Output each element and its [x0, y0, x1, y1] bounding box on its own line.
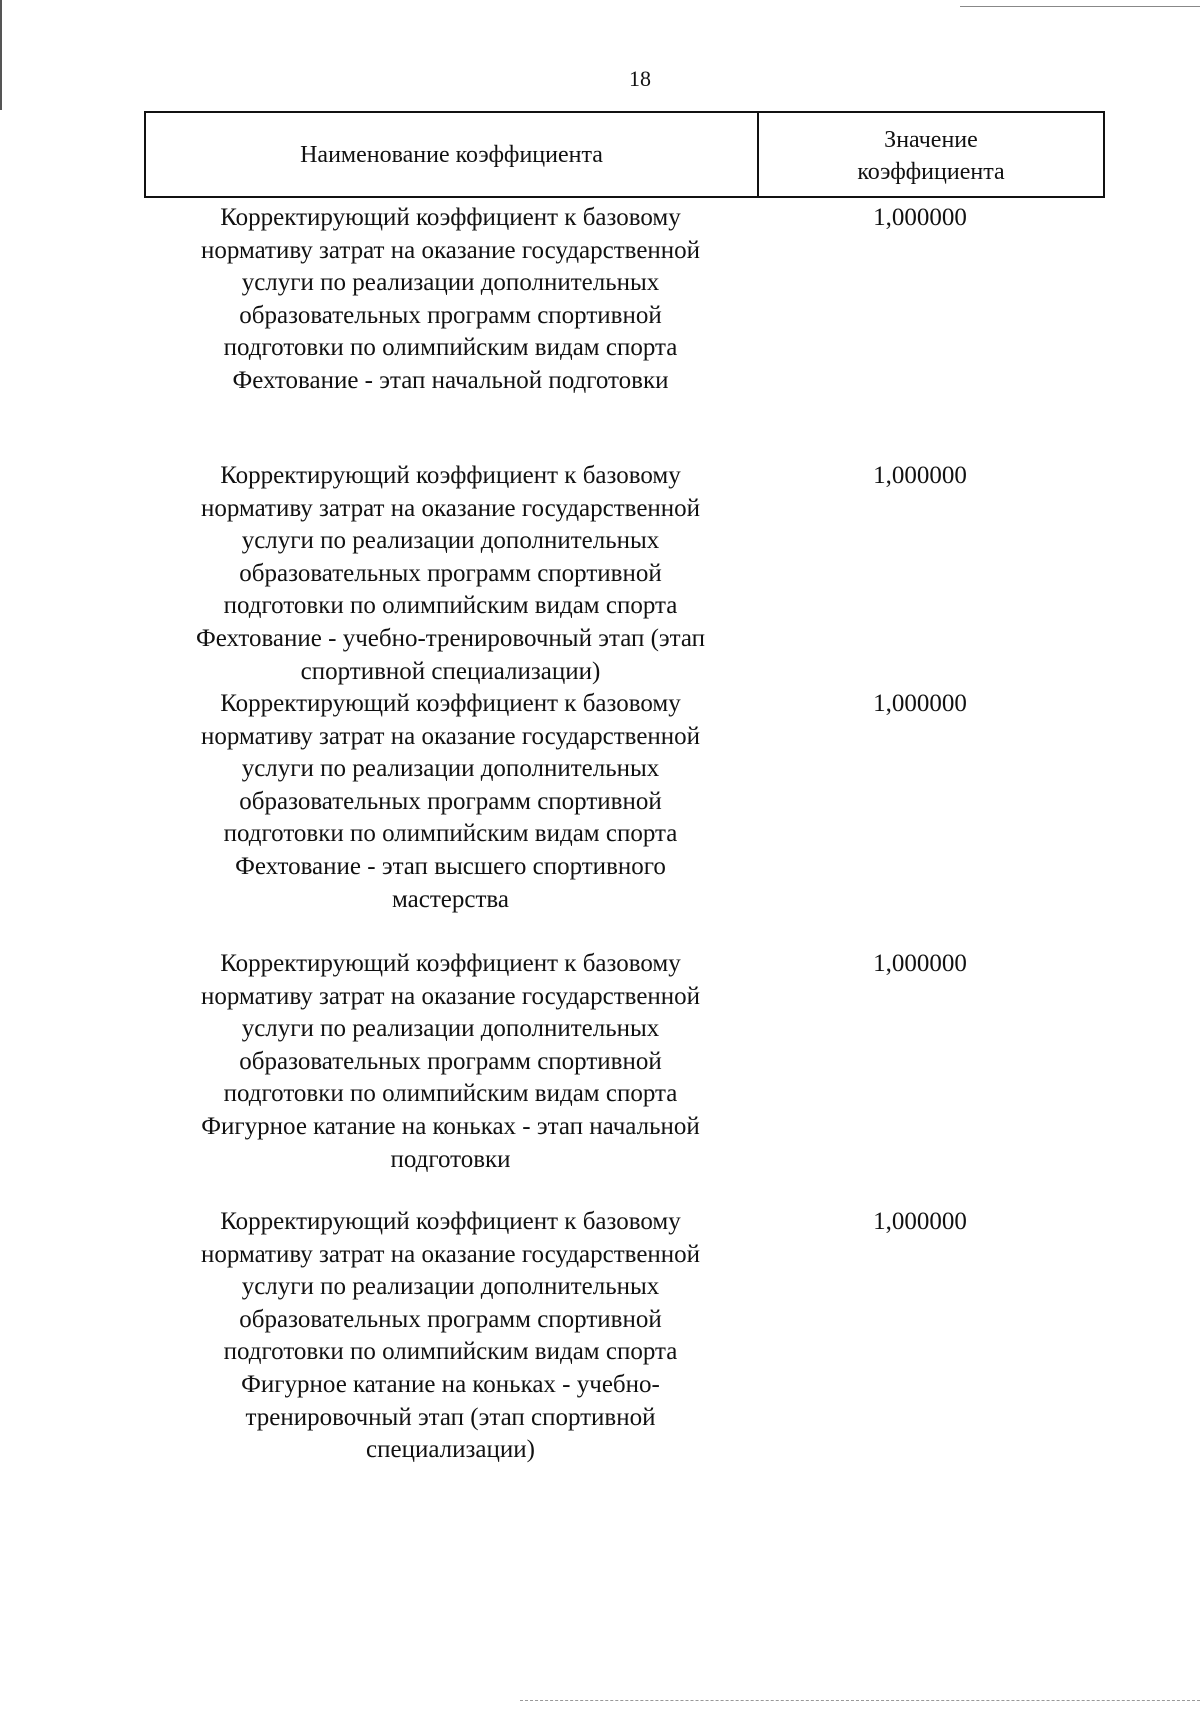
name-line: услуги по реализации дополнительных — [241, 1015, 660, 1043]
name-line: услуги по реализации дополнительных — [241, 1273, 660, 1301]
name-line: услуги по реализации дополнительных — [241, 269, 660, 297]
row-coefficient-name — [144, 948, 757, 1176]
table-row — [144, 202, 1105, 398]
name-line: подготовки по олимпийским видам спорта — [223, 820, 678, 848]
name-line: подготовки — [390, 1145, 511, 1173]
name-line: нормативу затрат на оказание государственной — [200, 236, 701, 264]
name-line: образовательных программ спортивной — [239, 301, 662, 329]
name-line: подготовки по олимпийским видам спорта — [223, 592, 678, 620]
row-coefficient-name — [144, 688, 757, 916]
name-line: подготовки по олимпийским видам спорта — [223, 334, 678, 362]
name-line: Фигурное катание на коньках - учебно- — [241, 1370, 660, 1398]
row-coefficient-value: 1,000000 — [873, 690, 967, 717]
row-coefficient-name — [144, 202, 757, 398]
table-row — [144, 460, 1105, 688]
name-line: Корректирующий коэффициент к базовому — [220, 1208, 681, 1235]
name-line: услуги по реализации дополнительных — [241, 755, 660, 783]
name-line: Корректирующий коэффициент к базовому — [220, 690, 681, 717]
name-line: нормативу затрат на оказание государственной — [200, 494, 701, 522]
name-line: Фехтование - этап высшего спортивного — [235, 852, 666, 880]
scan-edge-bottom — [520, 1700, 1200, 1702]
name-line: образовательных программ спортивной — [239, 787, 662, 815]
row-coefficient-value: 1,000000 — [873, 950, 967, 977]
name-line: нормативу затрат на оказание государственной — [200, 722, 701, 750]
name-line: услуги по реализации дополнительных — [241, 527, 660, 555]
name-line: тренировочный этап (этап спортивной — [245, 1403, 656, 1431]
table-header — [144, 111, 1105, 198]
page-number: 18 — [629, 66, 651, 91]
name-line: спортивной специализации) — [300, 657, 601, 685]
header-coefficient-name: Наименование коэффициента — [146, 113, 759, 196]
name-line: Корректирующий коэффициент к базовому — [220, 204, 681, 231]
name-line: мастерства — [392, 885, 509, 913]
table-row — [144, 1206, 1105, 1467]
row-coefficient-name — [144, 1206, 757, 1467]
name-line: образовательных программ спортивной — [239, 1047, 662, 1075]
name-line: подготовки по олимпийским видам спорта — [223, 1080, 678, 1108]
header-coefficient-value — [759, 113, 1103, 196]
name-line: Фигурное катание на коньках - этап начальной — [201, 1112, 700, 1140]
name-line: подготовки по олимпийским видам спорта — [223, 1338, 678, 1366]
name-line: нормативу затрат на оказание государственной — [200, 982, 701, 1010]
scan-edge-top — [960, 6, 1200, 7]
header-value-line1: Значение — [884, 126, 978, 153]
name-line: образовательных программ спортивной — [239, 559, 662, 587]
table-row — [144, 948, 1105, 1176]
table-row — [144, 688, 1105, 916]
name-line: нормативу затрат на оказание государственной — [200, 1240, 701, 1268]
scan-edge-left — [0, 0, 2, 110]
header-value-line2: коэффициента — [857, 158, 1005, 185]
name-line: Корректирующий коэффициент к базовому — [220, 950, 681, 977]
row-coefficient-name — [144, 460, 757, 688]
name-line: специализации) — [366, 1436, 535, 1464]
row-coefficient-value: 1,000000 — [873, 204, 967, 231]
name-line: Фехтование - учебно-тренировочный этап (этап — [195, 624, 706, 652]
name-line: Фехтование - этап начальной подготовки — [232, 366, 669, 394]
name-line: Корректирующий коэффициент к базовому — [220, 462, 681, 489]
name-line: образовательных программ спортивной — [239, 1305, 662, 1333]
row-coefficient-value: 1,000000 — [873, 1208, 967, 1235]
row-coefficient-value: 1,000000 — [873, 462, 967, 489]
